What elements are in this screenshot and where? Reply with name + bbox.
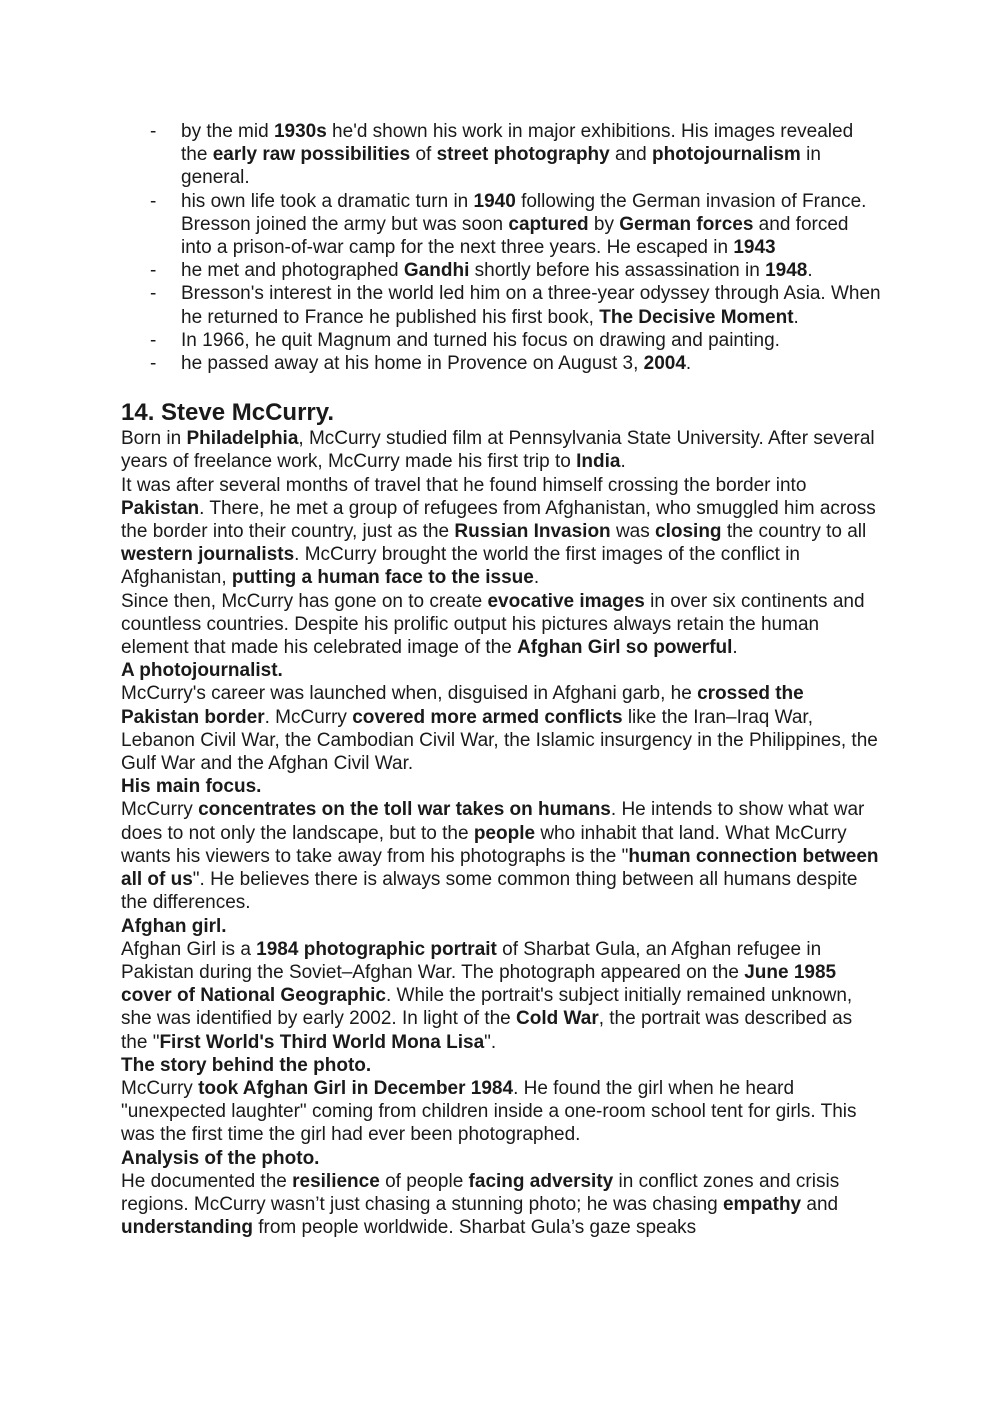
- text-run: of people: [379, 1170, 469, 1192]
- text-run: ".: [484, 1031, 497, 1053]
- bold-text: June 1985 cover of National Geographic: [121, 961, 837, 1007]
- bold-text: 1984 photographic portrait: [256, 938, 497, 960]
- list-item: [121, 352, 881, 375]
- text-run: and: [801, 1193, 839, 1215]
- bold-text: people: [473, 822, 536, 844]
- text-run: who inhabit that land. What McCurry wants his viewers to take away from his photographs is the ": [121, 822, 847, 867]
- list-item: [121, 190, 881, 260]
- text-run: . McCurry brought the world the first images of the conflict in Afghanistan,: [121, 544, 800, 589]
- bold-text: Russian Invasion: [454, 521, 611, 543]
- text-run: .: [732, 637, 738, 659]
- text-run: . He found the girl when he heard "unexpected laughter" coming from children inside a one-room school tent for girls. This was the first time the girl had ever been photographed.: [121, 1077, 857, 1146]
- paragraph: [121, 427, 881, 473]
- subheading: [121, 1147, 881, 1170]
- paragraph: [121, 1170, 881, 1240]
- text-run: .: [685, 353, 692, 375]
- text-run: and: [609, 144, 652, 166]
- text-run: Since then, McCurry has gone on to create: [121, 590, 488, 612]
- bold-text: Afghan Girl so powerful: [517, 637, 733, 659]
- bullet-list: [121, 120, 881, 375]
- text-run: .: [533, 567, 540, 589]
- bullet-marker: -: [150, 190, 157, 212]
- text-run: following the German invasion of France. Bresson joined the army but was soon: [181, 190, 867, 235]
- text-run: , the portrait was described as the ": [121, 1008, 853, 1053]
- text-run: Afghan Girl is a: [121, 938, 257, 960]
- text-run: by: [588, 213, 620, 235]
- text-run: .: [620, 451, 626, 473]
- text-run: in over six continents and countless countries. Despite his prolific output his pictures always retain the human element that made his celebrated image of the: [121, 590, 865, 659]
- text-run: of Sharbat Gula, an Afghan refugee in Pakistan during the Soviet–Afghan War. The photograph appeared on the: [121, 938, 822, 983]
- bold-text: Analysis of the photo.: [121, 1147, 320, 1169]
- text-run: of: [410, 144, 437, 166]
- bold-text: Afghan girl.: [121, 915, 227, 937]
- list-item: [121, 282, 881, 328]
- bold-text: took Afghan Girl in December 1984: [198, 1077, 514, 1099]
- bold-text: Gandhi: [403, 260, 470, 282]
- text-run: in general.: [181, 144, 821, 189]
- bold-text: putting a human face to the issue: [231, 567, 534, 589]
- bold-text: early raw possibilities: [212, 144, 411, 166]
- text-run: , McCurry studied film at Pennsylvania State University. After several years of freelance work, McCurry made his first trip to: [121, 428, 875, 473]
- bold-text: western journalists: [121, 544, 295, 566]
- text-run: in conflict zones and crisis regions. McCurry wasn’t just chasing a stunning photo; he was chasing: [121, 1170, 840, 1215]
- bold-text: photojournalism: [651, 144, 801, 166]
- bold-text: The Decisive Moment: [599, 306, 794, 328]
- bullet-marker: -: [150, 260, 157, 282]
- subheading: [121, 659, 881, 682]
- bullet-marker: -: [150, 329, 157, 351]
- paragraph: [121, 798, 881, 914]
- bold-text: 2004: [643, 353, 686, 375]
- text-run: McCurry: [121, 799, 199, 821]
- text-run: was: [610, 521, 656, 543]
- text-run: Bresson's interest in the world led him on a three-year odyssey through Asia. When he returned to France he published his first book,: [181, 283, 881, 328]
- text-run: the country to all: [721, 521, 867, 543]
- bold-text: captured: [508, 213, 589, 235]
- text-run: he'd shown his work in major exhibitions. His images revealed the: [181, 121, 854, 166]
- bold-text: evocative images: [487, 590, 645, 612]
- subheading: [121, 1054, 881, 1077]
- bold-text: 1943: [733, 237, 776, 259]
- bullet-marker: -: [150, 353, 157, 375]
- bold-text: 1930s: [273, 121, 327, 142]
- bold-text: understanding: [121, 1217, 253, 1239]
- text-run: Born in: [121, 428, 187, 450]
- text-run: He documented the: [121, 1170, 293, 1192]
- paragraph: [121, 590, 881, 660]
- text-run: like the Iran–Iraq War, Lebanon Civil War, the Cambodian Civil War, the Islamic insurgency in the Philippines, the Gulf War and the Afghan Civil War.: [121, 706, 878, 775]
- section-heading: 14. Steve McCurry.: [121, 399, 334, 427]
- text-run: .: [793, 306, 799, 328]
- paragraph: [121, 474, 881, 590]
- text-run: from people worldwide. Sharbat Gula’s gaze speaks: [252, 1217, 697, 1239]
- paragraph: [121, 938, 881, 1054]
- bold-text: 1948: [765, 260, 808, 282]
- bold-text: The story behind the photo.: [121, 1054, 372, 1076]
- text-run: by the mid: [181, 121, 274, 142]
- bold-text: His main focus.: [121, 776, 262, 798]
- text-run: he passed away at his home in Provence on August 3,: [181, 353, 644, 375]
- text-run: . He intends to show what war does to not only the landscape, but to the: [121, 799, 865, 844]
- bullet-marker: -: [150, 121, 157, 142]
- paragraph: [121, 682, 881, 775]
- text-run: . McCurry: [264, 706, 353, 728]
- text-run: . There, he met a group of refugees from Afghanistan, who smuggled him across the border into their country, just as the: [121, 497, 876, 543]
- bold-text: Pakistan: [121, 497, 200, 519]
- text-run: and forced into a prison-of-war camp for the next three years. He escaped in: [181, 213, 849, 259]
- bold-text: facing adversity: [468, 1170, 614, 1192]
- document-page: [121, 120, 881, 1239]
- text-run: shortly before his assassination in: [469, 260, 766, 282]
- bold-text: closing: [655, 521, 722, 543]
- text-run: McCurry: [121, 1077, 199, 1099]
- bold-text: human connection between all of us: [121, 845, 879, 891]
- text-run: In 1966, he quit Magnum and turned his focus on drawing and painting.: [181, 329, 780, 351]
- bold-text: concentrates on the toll war takes on humans: [198, 799, 611, 821]
- list-item: [121, 120, 881, 190]
- section-body: [121, 427, 881, 1239]
- bold-text: Philadelphia: [186, 428, 299, 450]
- subheading: [121, 775, 881, 798]
- bold-text: empathy: [722, 1193, 802, 1215]
- list-item: [121, 259, 881, 282]
- bold-text: A photojournalist.: [121, 660, 283, 682]
- bold-text: 1940: [473, 190, 516, 212]
- text-run: he met and photographed: [181, 260, 404, 282]
- bold-text: crossed the Pakistan border: [121, 683, 804, 728]
- bold-text: resilience: [292, 1170, 380, 1192]
- bold-text: German forces: [619, 213, 754, 235]
- list-item: [121, 329, 881, 352]
- bold-text: covered more armed conflicts: [352, 706, 623, 728]
- bullet-marker: -: [150, 283, 157, 305]
- subheading: [121, 915, 881, 938]
- text-run: ". He believes there is always some common thing between all humans despite the differences.: [121, 869, 858, 914]
- paragraph: [121, 1077, 881, 1147]
- text-run: . While the portrait's subject initially remained unknown, she was identified by early 2002. In light of the: [121, 985, 853, 1030]
- text-run: It was after several months of travel that he found himself crossing the border into: [121, 474, 807, 496]
- text-run: McCurry's career was launched when, disguised in Afghani garb, he: [121, 683, 698, 705]
- bold-text: First World's Third World Mona Lisa: [159, 1031, 485, 1053]
- bold-text: Cold War: [516, 1008, 599, 1030]
- bold-text: India: [576, 451, 621, 473]
- text-run: .: [807, 260, 813, 282]
- bold-text: street photography: [436, 144, 610, 166]
- text-run: his own life took a dramatic turn in: [181, 190, 474, 212]
